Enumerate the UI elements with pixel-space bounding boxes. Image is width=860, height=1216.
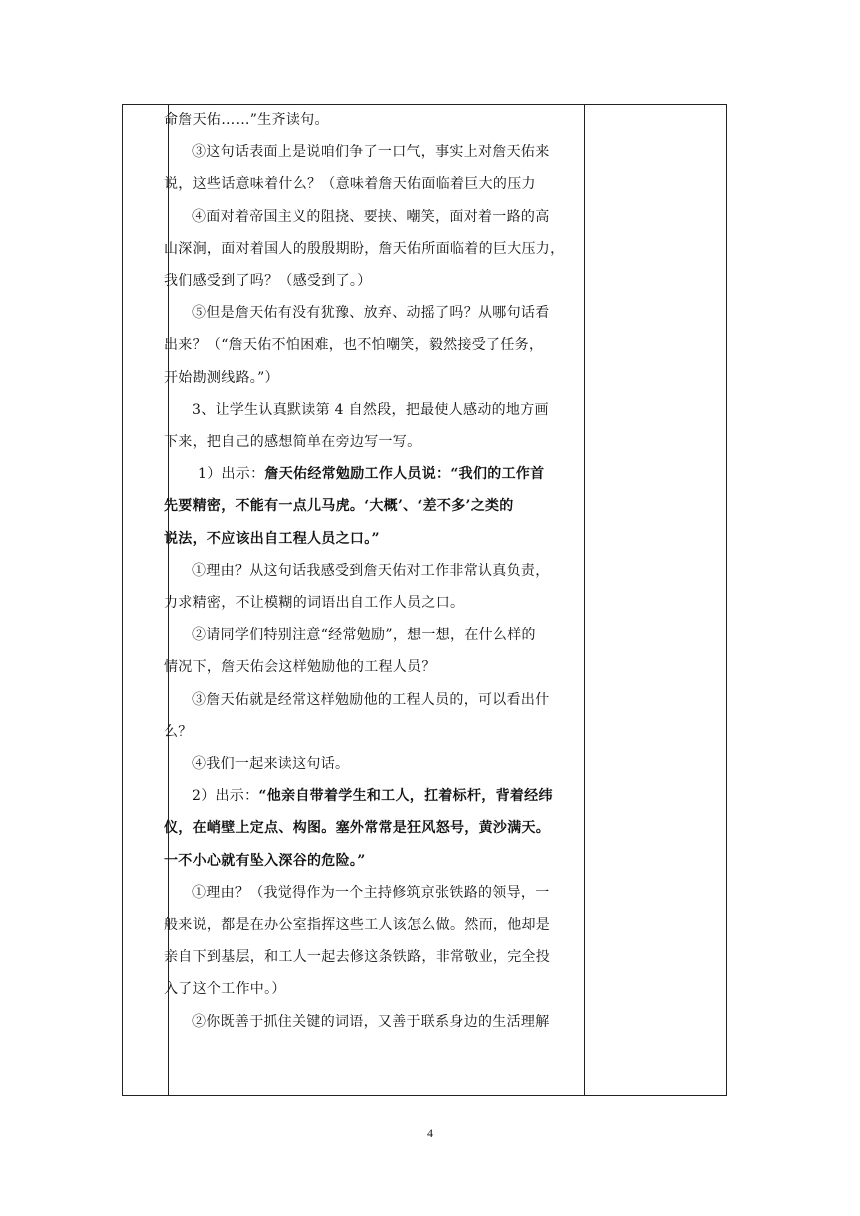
text-line: 说，这些话意味着什么？（意味着詹天佑面临着巨大的压力 bbox=[164, 176, 536, 193]
text-line: 情况下，詹天佑会这样勉励他的工程人员？ bbox=[164, 659, 436, 676]
example-label: 1）出示： bbox=[198, 466, 265, 483]
text-line: ④面对着帝国主义的阻挠、要挟、嘲笑，面对着一路的高 bbox=[192, 208, 550, 225]
text-line: 下来，把自己的感想简单在旁边写一写。 bbox=[164, 434, 422, 451]
text-line: 山深涧，面对着国人的殷殷期盼，詹天佑所面临着的巨大压力， bbox=[164, 240, 565, 257]
text-line: 我们感受到了吗？（感受到了。） bbox=[164, 273, 372, 290]
text-line: 般来说，都是在办公室指挥这些工人该怎么做。然而，他却是 bbox=[164, 917, 551, 934]
quote-text: “他亲自带着学生和工人，扛着标杆，背着经纬 bbox=[258, 788, 553, 805]
text-line bbox=[164, 780, 594, 812]
quote-text: 詹天佑经常勉励工作人员说：“我们的工作首 bbox=[264, 466, 545, 483]
example-label: 2）出示： bbox=[192, 788, 259, 805]
text-line: ⑤但是詹天佑有没有犹豫、放弃、动摇了吗？从哪句话看 bbox=[192, 305, 550, 322]
quote-text: 先要精密，不能有一点儿马虎。‘大概’、‘差不多’之类的 bbox=[164, 498, 514, 515]
text-line: 出来？（“詹天佑不怕困难，也不怕嘲笑，毅然接受了任务， bbox=[164, 337, 544, 354]
text-line bbox=[164, 458, 594, 490]
text-line: 入了这个工作中。） bbox=[164, 981, 286, 998]
text-line: ①理由？从这句话我感受到詹天佑对工作非常认真负责， bbox=[192, 562, 550, 579]
text-line: ③这句话表面上是说咱们争了一口气，事实上对詹天佑来 bbox=[192, 144, 550, 161]
text-line: 么？ bbox=[164, 723, 193, 740]
text-line: 力求精密，不让模糊的词语出自工作人员之口。 bbox=[164, 595, 465, 612]
text-line: ①理由？（我觉得作为一个主持修筑京张铁路的领导，一 bbox=[192, 884, 550, 901]
text-line: ②你既善于抓住关键的词语，又善于联系身边的生活理解 bbox=[192, 1013, 550, 1030]
text-line: 3、让学生认真默读第 4 自然段，把最使人感动的地方画 bbox=[192, 401, 549, 418]
text-line: ③詹天佑就是经常这样勉励他的工程人员的，可以看出什 bbox=[192, 691, 550, 708]
quote-text: 说法，不应该出自工程人员之口。” bbox=[164, 530, 380, 547]
quote-text: 仪，在峭壁上定点、构图。塞外常常是狂风怒号，黄沙满天。 bbox=[164, 820, 551, 837]
quote-text: 一不小心就有坠入深谷的危险。” bbox=[164, 852, 366, 869]
text-line: 开始勘测线路。”） bbox=[164, 369, 279, 386]
text-line: ②请同学们特别注意“经常勉励”，想一想，在什么样的 bbox=[192, 627, 536, 644]
lesson-content-cell bbox=[164, 104, 583, 1094]
text-line: 亲自下到基层，和工人一起去修这条铁路，非常敬业，完全投 bbox=[164, 949, 551, 966]
page-number: 4 bbox=[427, 1126, 433, 1140]
text-line: ④我们一起来读这句话。 bbox=[192, 756, 350, 773]
text-line: 命詹天佑……”生齐读句。 bbox=[164, 112, 329, 128]
